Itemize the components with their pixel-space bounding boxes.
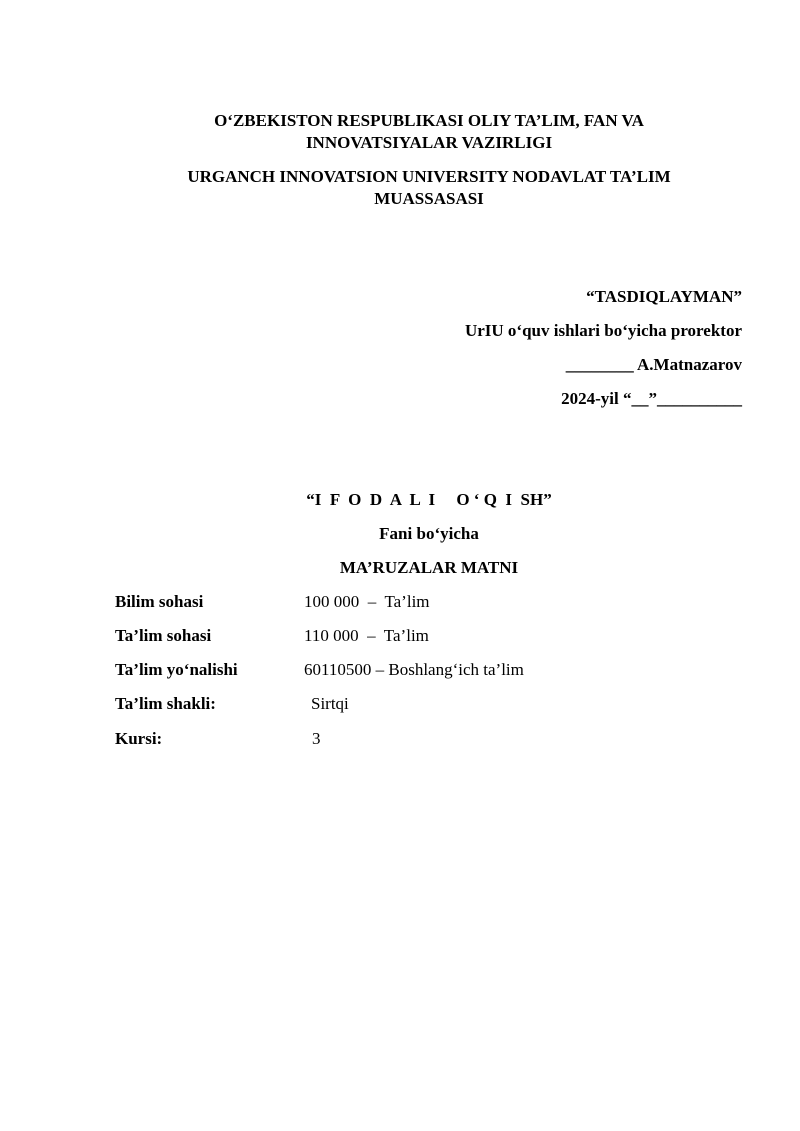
info-label: Kursi: [115,729,163,748]
approval-date: 2024-yil “__”__________ [561,389,742,408]
info-label: Ta’lim shakli: [115,694,216,713]
info-value: 3 [312,729,321,748]
info-label: Bilim sohasi [115,592,204,611]
approval-title: “TASDIQLAYMAN” [586,287,742,306]
info-value: 60110500 – Boshlang‘ich ta’lim [304,660,524,679]
document-type: MA’RUZALAR MATNI [339,558,519,577]
info-value: Sirtqi [311,694,349,713]
info-label: Ta’lim sohasi [115,626,212,645]
info-value: 100 000 – Ta’lim [304,592,430,611]
university-heading: URGANCH INNOVATSION UNIVERSITY NODAVLAT TA’LIM MUASSASASI [187,167,671,208]
subject-name: “I F O D A L I O ‘ Q I SH” [306,490,552,509]
info-label: Ta’lim yo‘nalishi [115,660,238,679]
approval-signature: ________ A.Matnazarov [565,355,742,374]
ministry-heading: O‘ZBEKISTON RESPUBLIKASI OLIY TA’LIM, FAN VA INNOVATSIYALAR VAZIRLIGI [214,111,644,152]
approval-position: UrIU o‘quv ishlari bo‘yicha prorektor [464,321,742,340]
subject-subtitle: Fani bo‘yicha [379,524,479,543]
info-value: 110 000 – Ta’lim [304,626,429,645]
